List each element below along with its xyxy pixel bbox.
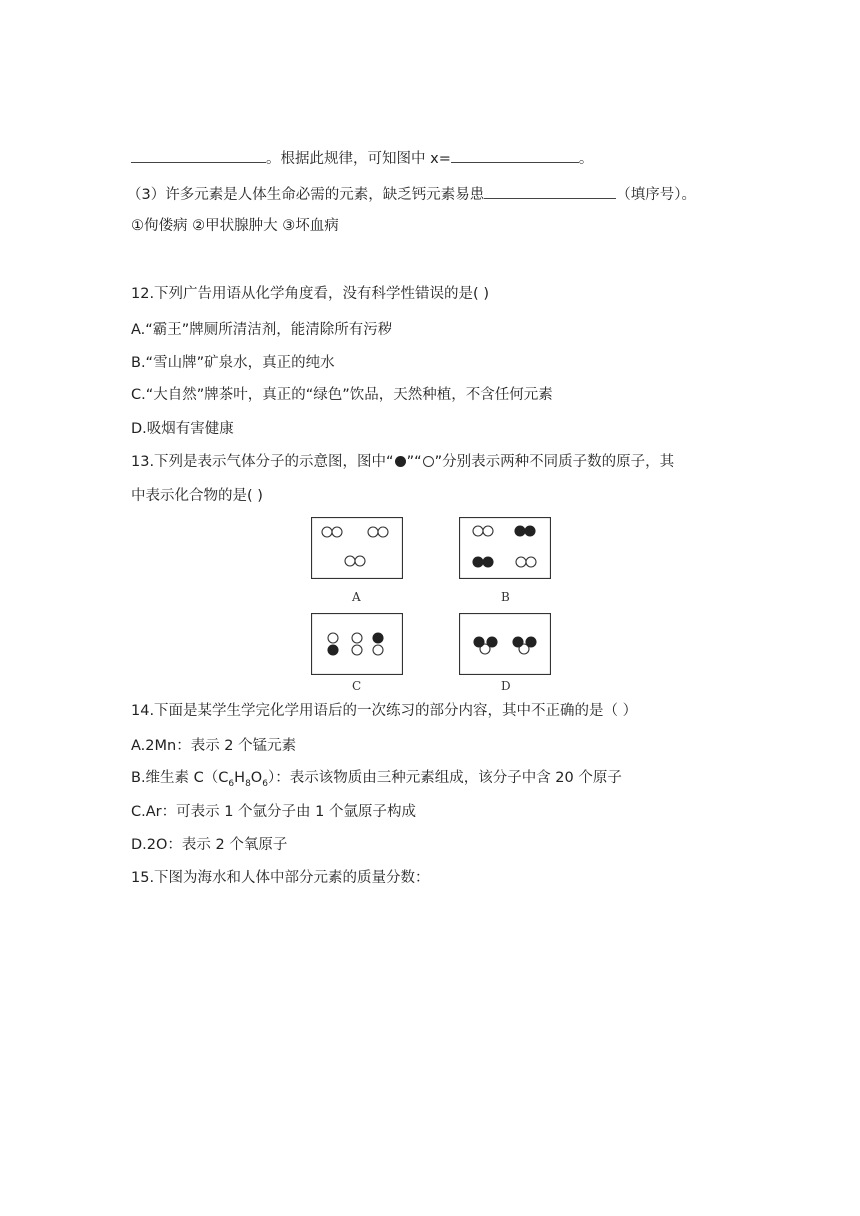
- q11-part3: [127, 184, 696, 205]
- q11-text: 。根据此规律，可知图中 x=: [266, 151, 451, 167]
- figure-d-label: D: [501, 679, 511, 693]
- q11-end: 。: [578, 151, 594, 167]
- answer-blank-2[interactable]: [451, 148, 579, 163]
- q11-part3-text: （3）许多元素是人体生命必需的元素，缺乏钙元素易患: [127, 187, 485, 203]
- q13-stem-line1: [131, 452, 674, 472]
- q13-stem-line2: 中表示化合物的是( ): [131, 488, 263, 504]
- q13-stem-c: ”分别表示两种不同质子数的原子，其: [434, 454, 675, 470]
- q13-stem-a: 13.下列是表示气体分子的示意图，图中“: [131, 454, 394, 470]
- black-atom-icon: [395, 456, 406, 467]
- q12-stem: 12.下列广告用语从化学角度看，没有科学性错误的是( ): [131, 286, 489, 302]
- q12-option-a: A.“霸王”牌厕所清洁剂，能清除所有污秽: [131, 322, 393, 338]
- q14-option-b: [131, 768, 622, 794]
- answer-blank-3[interactable]: [484, 184, 616, 199]
- q11-part3-suffix: （填序号）。: [616, 187, 696, 203]
- figure-b-label: B: [501, 590, 510, 604]
- q15-stem: 15.下图为海水和人体中部分元素的质量分数：: [131, 870, 430, 886]
- q12-option-b: B.“雪山牌”矿泉水，真正的纯水: [131, 355, 335, 371]
- q14-option-d: D.2O：表示 2 个氧原子: [131, 837, 288, 853]
- answer-blank-1[interactable]: [131, 148, 266, 163]
- q14-b-prefix: B.维生素 C（C: [131, 770, 229, 786]
- q14-b-sub1: 6: [228, 778, 235, 789]
- figure-c-label: C: [352, 679, 362, 693]
- q14-b-sub2: 8: [245, 778, 251, 789]
- figure-d[interactable]: [459, 613, 551, 675]
- figure-a[interactable]: [311, 517, 403, 579]
- q12-option-d: D.吸烟有害健康: [131, 421, 234, 437]
- figure-b[interactable]: [459, 517, 551, 579]
- q14-stem: 14.下面是某学生学完化学用语后的一次练习的部分内容，其中不正确的是（ ）: [131, 703, 638, 719]
- q14-b-suffix: ）：表示该物质由三种元素组成，该分子中含 20 个原子: [267, 770, 622, 786]
- q11-line1: [131, 148, 593, 169]
- white-atom-icon: [423, 456, 434, 467]
- q14-b-sub3: 6: [262, 778, 268, 789]
- q12-option-c: C.“大自然”牌茶叶，真正的“绿色”饮品，天然种植，不含任何元素: [131, 387, 553, 403]
- q14-b-mid2: O: [250, 770, 263, 786]
- figure-a-label: A: [352, 590, 361, 604]
- q13-stem-b: ”“: [406, 454, 422, 470]
- q11-options: ①佝偻病 ②甲状腺肿大 ③坏血病: [131, 218, 339, 234]
- figure-c[interactable]: [311, 613, 403, 675]
- q14-option-a: A.2Mn：表示 2 个锰元素: [131, 738, 297, 754]
- q14-option-c: C.Ar：可表示 1 个氩分子由 1 个氩原子构成: [131, 804, 417, 820]
- q14-b-mid1: H: [234, 770, 246, 786]
